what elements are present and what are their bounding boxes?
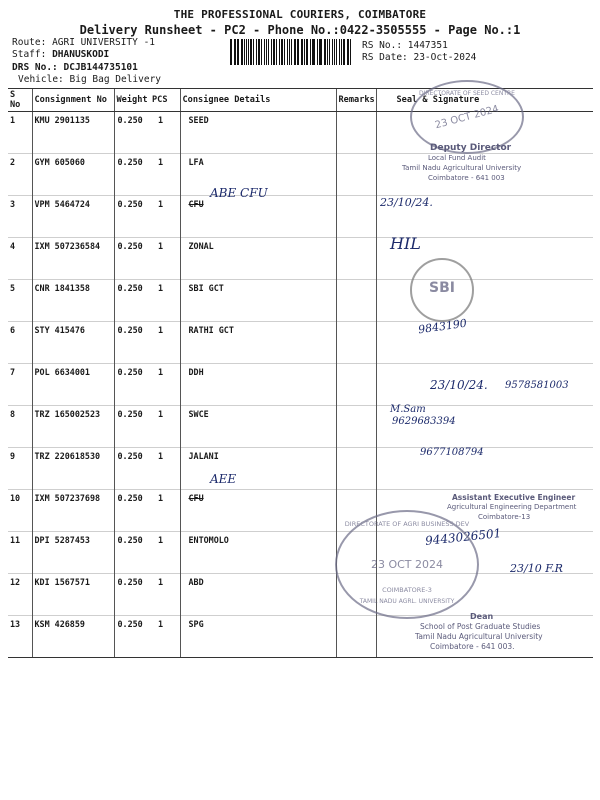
route-line: [12, 37, 155, 48]
agri-business-stamp-date: 23 OCT 2024: [370, 558, 444, 571]
row-sno: 2: [8, 154, 32, 196]
barcode-bar: [339, 39, 341, 65]
row12-phone: 9443026501: [424, 526, 502, 548]
barcode-bar: [258, 39, 260, 65]
row-pcs: 1: [150, 238, 180, 280]
company-name: THE PROFESSIONAL COURIERS, COIMBATORE: [173, 8, 427, 21]
barcode-bar: [253, 39, 255, 65]
barcode-bar: [347, 39, 349, 65]
row-consignment-no: DPI 5287453: [32, 532, 114, 574]
row-sno: 13: [8, 616, 32, 658]
row-pcs: 1: [150, 154, 180, 196]
drs-label: DRS No.:: [12, 62, 58, 73]
table-row: [8, 154, 593, 196]
row3-handwritten-consignee: ABE CFU: [210, 186, 268, 200]
row-remarks: [336, 364, 376, 406]
col-consignee: Consignee Details: [180, 89, 336, 112]
row-consignee: SWCE: [180, 406, 336, 448]
row8-name: M.Sam: [390, 404, 426, 415]
row-weight: 0.250: [114, 112, 150, 154]
barcode-bar: [244, 39, 245, 65]
table-row: [8, 448, 593, 490]
barcode-bar: [279, 39, 280, 65]
row-sno: 3: [8, 196, 32, 238]
row-weight: 0.250: [114, 616, 150, 658]
barcode-bar: [261, 39, 262, 65]
row-weight: 0.250: [114, 196, 150, 238]
row-weight: 0.250: [114, 280, 150, 322]
barcode-bar: [319, 39, 320, 65]
barcode-bar: [310, 39, 311, 65]
barcode-bar: [301, 39, 303, 65]
barcode-bar: [241, 39, 243, 65]
row6-signature-phone: 9843190: [417, 316, 468, 337]
barcode: [230, 39, 352, 65]
barcode-bar: [271, 39, 272, 65]
row12-signature: 23/10 F.R: [510, 562, 563, 575]
row-sno: 7: [8, 364, 32, 406]
col-weight: Weight: [114, 89, 150, 112]
row-pcs: 1: [150, 490, 180, 532]
row10-handwritten-consignee: AEE: [210, 472, 237, 486]
row-consignment-no: TRZ 165002523: [32, 406, 114, 448]
barcode-bar: [287, 39, 288, 65]
row-weight: 0.250: [114, 154, 150, 196]
barcode-bar: [334, 39, 335, 65]
barcode-bar: [234, 39, 235, 65]
agri-business-stamp-univ: TAMIL NADU AGRL. UNIVERSITY: [359, 598, 455, 605]
dean-stamp: Dean: [470, 612, 494, 621]
row-weight: 0.250: [114, 322, 150, 364]
vehicle-line: [18, 74, 161, 85]
table-row: [8, 196, 593, 238]
vehicle-value: Big Bag Delivery: [69, 74, 162, 85]
barcode-bar: [332, 39, 334, 65]
barcode-bar: [343, 39, 345, 65]
row-pcs: 1: [150, 322, 180, 364]
table-row: [8, 406, 593, 448]
barcode-bar: [230, 39, 232, 65]
agri-business-stamp-city: COIMBATORE-3: [382, 586, 432, 594]
row-remarks: [336, 616, 376, 658]
row-weight: 0.250: [114, 532, 150, 574]
row-pcs: 1: [150, 616, 180, 658]
rs-info: [362, 40, 476, 64]
row-remarks: [336, 112, 376, 154]
row-sno: 11: [8, 532, 32, 574]
staff-line: [12, 49, 109, 60]
row7-date: 23/10/24.: [430, 378, 488, 392]
barcode-bar: [341, 39, 342, 65]
table-row: [8, 322, 593, 364]
row-weight: 0.250: [114, 238, 150, 280]
row-weight: 0.250: [114, 364, 150, 406]
row-sno: 6: [8, 322, 32, 364]
row-consignment-no: CNR 1841358: [32, 280, 114, 322]
aee-stamp: Assistant Executive Engineer: [452, 493, 576, 502]
seed-centre-stamp-text: DIRECTORATE OF SEED CENTRE: [419, 90, 515, 97]
row-consignee: SPG: [180, 616, 336, 658]
row8-phone: 9629683394: [392, 416, 456, 427]
col-consignment: Consignment No: [32, 89, 114, 112]
barcode-bar: [324, 39, 326, 65]
row-pcs: 1: [150, 112, 180, 154]
row-weight: 0.250: [114, 406, 150, 448]
row-consignment-no: POL 6634001: [32, 364, 114, 406]
barcode-bar: [312, 39, 313, 65]
row-sno: 8: [8, 406, 32, 448]
row-remarks: [336, 196, 376, 238]
seed-centre-stamp-date: 23 OCT 2024: [433, 103, 501, 132]
drs-value: DCJB144735101: [63, 62, 138, 73]
barcode-bar: [298, 39, 299, 65]
row-consignment-no: KDI 1567571: [32, 574, 114, 616]
barcode-bar: [317, 39, 318, 65]
row-weight: 0.250: [114, 448, 150, 490]
barcode-bar: [320, 39, 322, 65]
row-consignee: CFU: [180, 490, 336, 532]
dean-line4: Coimbatore - 641 003.: [430, 642, 515, 651]
row-remarks: [336, 280, 376, 322]
barcode-bar: [291, 39, 292, 65]
barcode-bar: [276, 39, 278, 65]
row-consignment-no: TRZ 220618530: [32, 448, 114, 490]
aee-line3: Coimbatore-13: [478, 513, 531, 521]
row-consignee: ABD: [180, 574, 336, 616]
row-consignment-no: STY 415476: [32, 322, 114, 364]
barcode-bar: [248, 39, 249, 65]
row-remarks: [336, 322, 376, 364]
rs-date: RS Date: 23-Oct-2024: [362, 52, 477, 63]
row-pcs: 1: [150, 364, 180, 406]
barcode-bar: [297, 39, 298, 65]
row-pcs: 1: [150, 574, 180, 616]
barcode-bar: [246, 39, 247, 65]
row-sno: 12: [8, 574, 32, 616]
barcode-bar: [235, 39, 236, 65]
row-consignee: LFA: [180, 154, 336, 196]
row-sno: 5: [8, 280, 32, 322]
barcode-bar: [350, 39, 351, 65]
row-remarks: [336, 154, 376, 196]
table-row: [8, 532, 593, 574]
barcode-bar: [289, 39, 291, 65]
dean-line2: School of Post Graduate Studies: [420, 622, 541, 631]
barcode-bar: [294, 39, 296, 65]
barcode-bar: [327, 39, 328, 65]
dean-line3: Tamil Nadu Agricultural University: [415, 632, 543, 641]
table-row: [8, 574, 593, 616]
deputy-director-line2: Local Fund Audit: [428, 154, 486, 162]
barcode-bar: [268, 39, 269, 65]
staff-value: DHANUSKODI: [52, 49, 110, 60]
row-pcs: 1: [150, 196, 180, 238]
route-value: AGRI UNIVERSITY -1: [52, 37, 156, 48]
barcode-bar: [273, 39, 275, 65]
row-remarks: [336, 238, 376, 280]
row4-signature: HIL: [390, 234, 421, 253]
row9-phone: 9677108794: [420, 447, 484, 458]
barcode-bar: [281, 39, 283, 65]
barcode-bar: [329, 39, 330, 65]
barcode-bar: [336, 39, 337, 65]
col-seal: Seal & Signature: [376, 89, 593, 112]
row-remarks: [336, 406, 376, 448]
row-pcs: 1: [150, 448, 180, 490]
barcode-bar: [304, 39, 305, 65]
row-weight: 0.250: [114, 574, 150, 616]
barcode-bar: [264, 39, 265, 65]
table-row: [8, 280, 593, 322]
barcode-bar: [237, 39, 239, 65]
row-sno: 4: [8, 238, 32, 280]
aee-line2: Agricultural Engineering Department: [447, 503, 577, 511]
row-pcs: 1: [150, 532, 180, 574]
row-consignment-no: KMU 2901135: [32, 112, 114, 154]
row-consignee: SBI GCT: [180, 280, 336, 322]
row-consignment-no: IXM 507237698: [32, 490, 114, 532]
row-seal-signature: [376, 280, 593, 322]
row-sno: 1: [8, 112, 32, 154]
agri-business-stamp-text: DIRECTORATE OF AGRI BUSINESS DEV: [344, 520, 470, 528]
row-consignee: JALANI: [180, 448, 336, 490]
row-consignment-no: IXM 507236584: [32, 238, 114, 280]
row-seal-signature: [376, 448, 593, 490]
barcode-bar: [313, 39, 315, 65]
staff-label: Staff:: [12, 49, 47, 60]
barcode-bar: [306, 39, 308, 65]
barcode-bar: [266, 39, 268, 65]
deputy-director-line3: Tamil Nadu Agricultural University: [402, 164, 522, 172]
col-remarks: Remarks: [336, 89, 376, 112]
row-sno: 10: [8, 490, 32, 532]
sbi-stamp-text: SBI: [429, 280, 455, 296]
row-consignment-no: VPM 5464724: [32, 196, 114, 238]
row-seal-signature: [376, 322, 593, 364]
row-consignment-no: KSM 426859: [32, 616, 114, 658]
deputy-director-line4: Coimbatore - 641 003: [428, 174, 505, 182]
row-pcs: 1: [150, 280, 180, 322]
consignment-table: [8, 88, 593, 658]
row-consignee: ENTOMOLO: [180, 532, 336, 574]
row-weight: 0.250: [114, 490, 150, 532]
row3-signature: 23/10/24.: [380, 196, 433, 209]
row-consignee: RATHI GCT: [180, 322, 336, 364]
row-consignee: SEED: [180, 112, 336, 154]
col-sno: S No: [8, 89, 32, 112]
barcode-bar: [250, 39, 252, 65]
row-consignee: CFU: [180, 196, 336, 238]
runsheet-title: Delivery Runsheet - PC2 - Phone No.:0422-3505555 - Page No.:1: [79, 23, 521, 37]
col-pcs: PCS: [150, 89, 180, 112]
row7-phone: 9578581003: [505, 380, 569, 391]
drs-line: [12, 62, 138, 73]
rs-number: RS No.: 1447351: [362, 40, 448, 51]
deputy-director-stamp: Deputy Director: [430, 143, 512, 153]
row-consignment-no: GYM 605060: [32, 154, 114, 196]
vehicle-label: Vehicle:: [18, 74, 64, 85]
table-row: [8, 238, 593, 280]
row-consignee: ZONAL: [180, 238, 336, 280]
agri-business-stamp: [335, 510, 479, 619]
route-label: Route:: [12, 37, 47, 48]
row-remarks: [336, 448, 376, 490]
row-sno: 9: [8, 448, 32, 490]
barcode-bar: [284, 39, 285, 65]
barcode-bar: [256, 39, 257, 65]
row-pcs: 1: [150, 406, 180, 448]
row-consignee: DDH: [180, 364, 336, 406]
sbi-stamp: [410, 258, 474, 322]
